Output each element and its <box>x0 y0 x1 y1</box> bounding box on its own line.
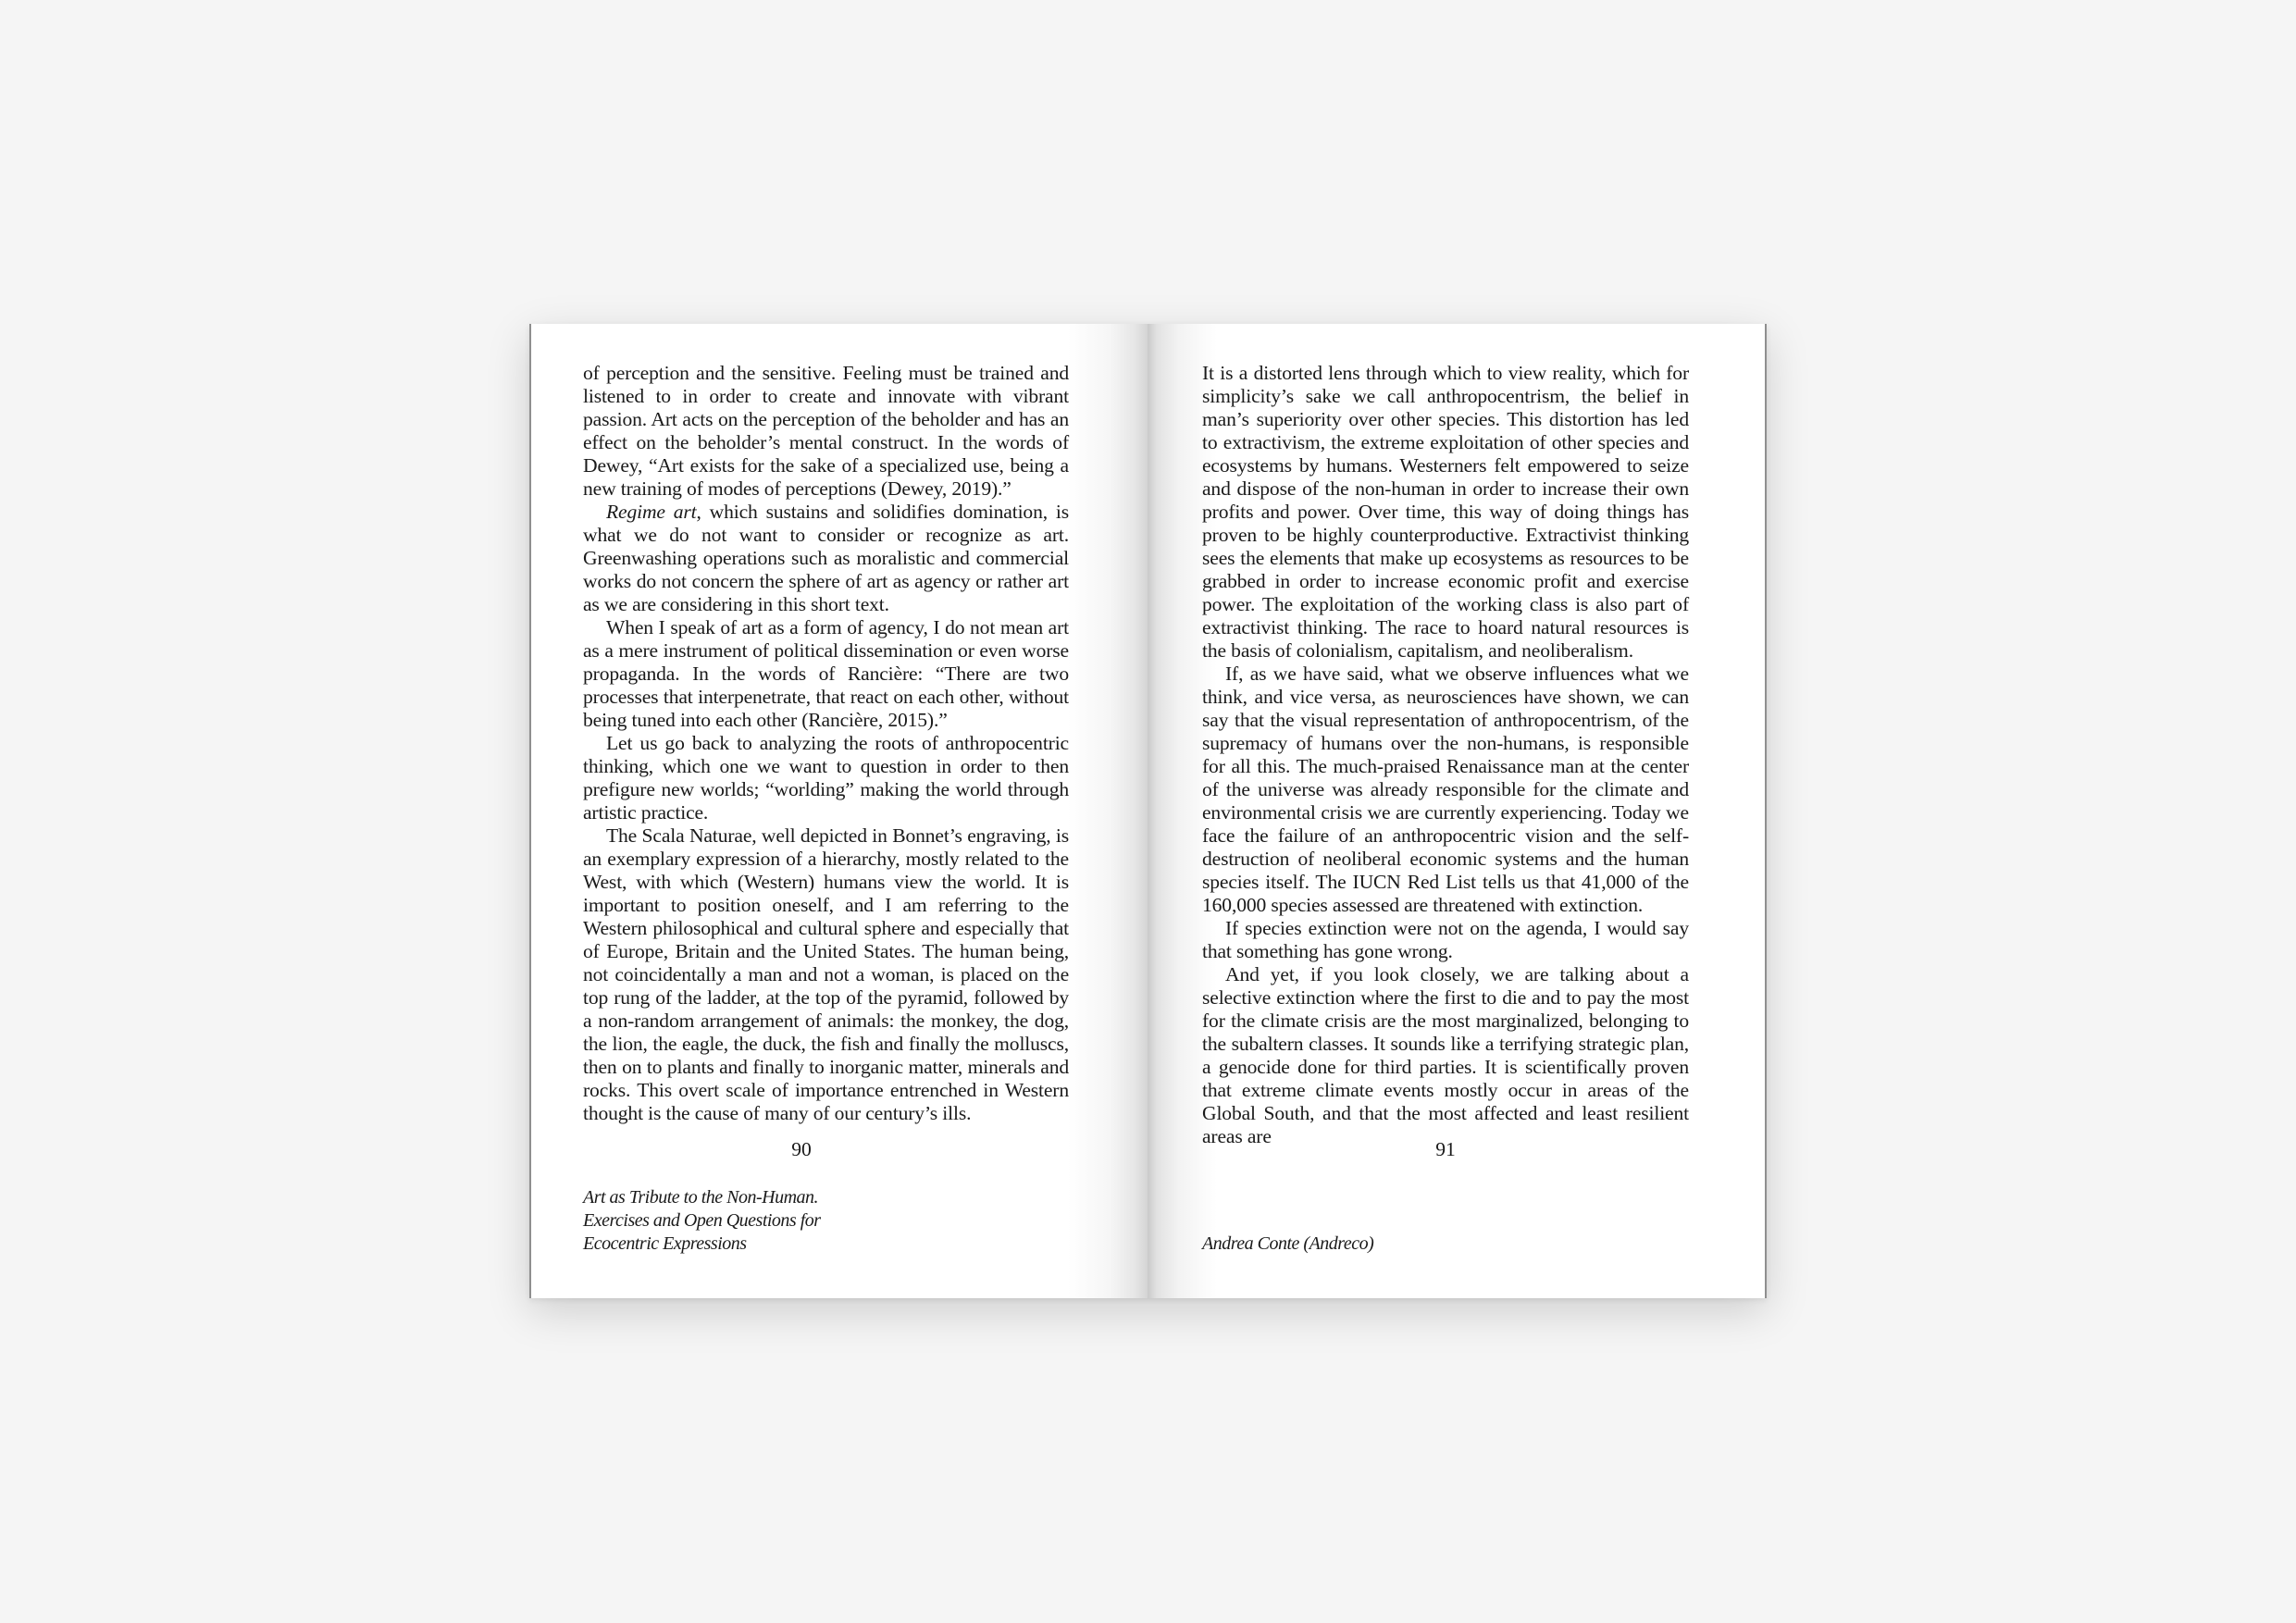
paragraph: of perception and the sensitive. Feeling must be trained and listened to in order to create and innovate with vibrant passion. Art acts on the perception of the beholder and has an effect on the beholder’s mental construct. In the words of Dewey, “Art exists for the sake of a specialized use, being a new training of modes of perceptions (Dewey, 2019).” <box>583 362 1069 500</box>
paragraph: Let us go back to analyzing the roots of anthropocentric thinking, which one we want to question in order to then prefigure new worlds; “worlding” making the world through artistic practice. <box>583 732 1069 824</box>
running-head-line: Ecocentric Expressions <box>583 1233 747 1254</box>
page-number: 90 <box>791 1138 812 1160</box>
left-page <box>529 324 1148 1298</box>
running-head-line: Andrea Conte (Andreco) <box>1202 1233 1374 1254</box>
paragraph: It is a distorted lens through which to view reality, which for simplicity’s sake we call anthropocentrism, the belief in man’s superiority over other species. This distortion has led to extractivism, the extreme exploitation of other species and ecosystems by humans. Westerners felt empowered to seize and dispose of the non-human in order to increase their own profits and power. Over time, this way of doing things has proven to be highly counterproductive. Extractivist thinking sees the elements that make up ecosystems as resources to be grabbed in order to increase economic profit and exercise power. The exploitation of the working class is also part of extractivist thinking. The race to hoard natural resources is the basis of colonialism, capitalism, and neoliberalism. <box>1202 362 1689 662</box>
page-number: 91 <box>1435 1138 1456 1160</box>
running-head-author <box>1202 1233 1373 1256</box>
right-page-body-text <box>1202 362 1689 1148</box>
paragraph: When I speak of art as a form of agency, I do not mean art as a mere instrument of political dissemination or even worse propaganda. In the words of Rancière: “There are two processes that interpenetrate, that react on each other, without being tuned into each other (Rancière, 2015).” <box>583 616 1069 731</box>
italic-term: Regime art <box>606 501 697 523</box>
paragraph: The Scala Naturae, well depicted in Bonnet’s engraving, is an exemplary expression of a hierarchy, mostly related to the West, with which (Western) humans view the world. It is important to position oneself, and I am referring to the Western philosophical and cultural sphere and especially that of Europe, Britain and the United States. The human being, not coincidentally a man and not a woman, is placed on the top rung of the ladder, at the top of the pyramid, followed by a non-random arrangement of animals: the monkey, the dog, the lion, the eagle, the duck, the fish and finally the molluscs, then on to plants and finally to inorganic matter, minerals and rocks. This overt scale of importance entrenched in Western thought is the cause of many of our century’s ills. <box>583 824 1069 1124</box>
paragraph: If species extinction were not on the agenda, I would say that something has gone wrong. <box>1202 917 1689 962</box>
running-head-line: Art as Tribute to the Non-Human. <box>583 1187 819 1208</box>
paragraph: If, as we have said, what we observe influences what we think, and vice versa, as neurosciences have shown, we can say that the visual representation of anthropocentrism, of the supremacy of humans over the non-humans, is responsible for all this. The much-praised Renaissance man at the center of the universe was already responsible for the climate and environmental crisis we are currently experiencing. Today we face the failure of an anthropocentric vision and the self-destruction of neoliberal economic systems and the human species itself. The IUCN Red List tells us that 41,000 of the 160,000 species assessed are threatened with extinction. <box>1202 663 1689 916</box>
right-page <box>1148 324 1767 1298</box>
paragraph-text: , which sustains and solidifies domination, is what we do not want to consider or recognize as art. Greenwashing operations such as moralistic and commercial works do not concern the sphere of art as agency or rather art as we are considering in this short text. <box>583 501 1069 615</box>
left-page-body-text <box>583 362 1069 1125</box>
running-head-line: Exercises and Open Questions for <box>583 1210 821 1231</box>
book-spread <box>529 324 1767 1298</box>
paragraph <box>583 501 1069 616</box>
paragraph: And yet, if you look closely, we are talking about a selective extinction where the first to die and to pay the most for the climate crisis are the most marginalized, belonging to the subaltern classes. It sounds like a terrifying strategic plan, a genocide done for third parties. It is scientifically proven that extreme climate events mostly occur in areas of the Global South, and that the most affected and least resilient areas are <box>1202 963 1689 1147</box>
running-head-title <box>583 1186 821 1256</box>
